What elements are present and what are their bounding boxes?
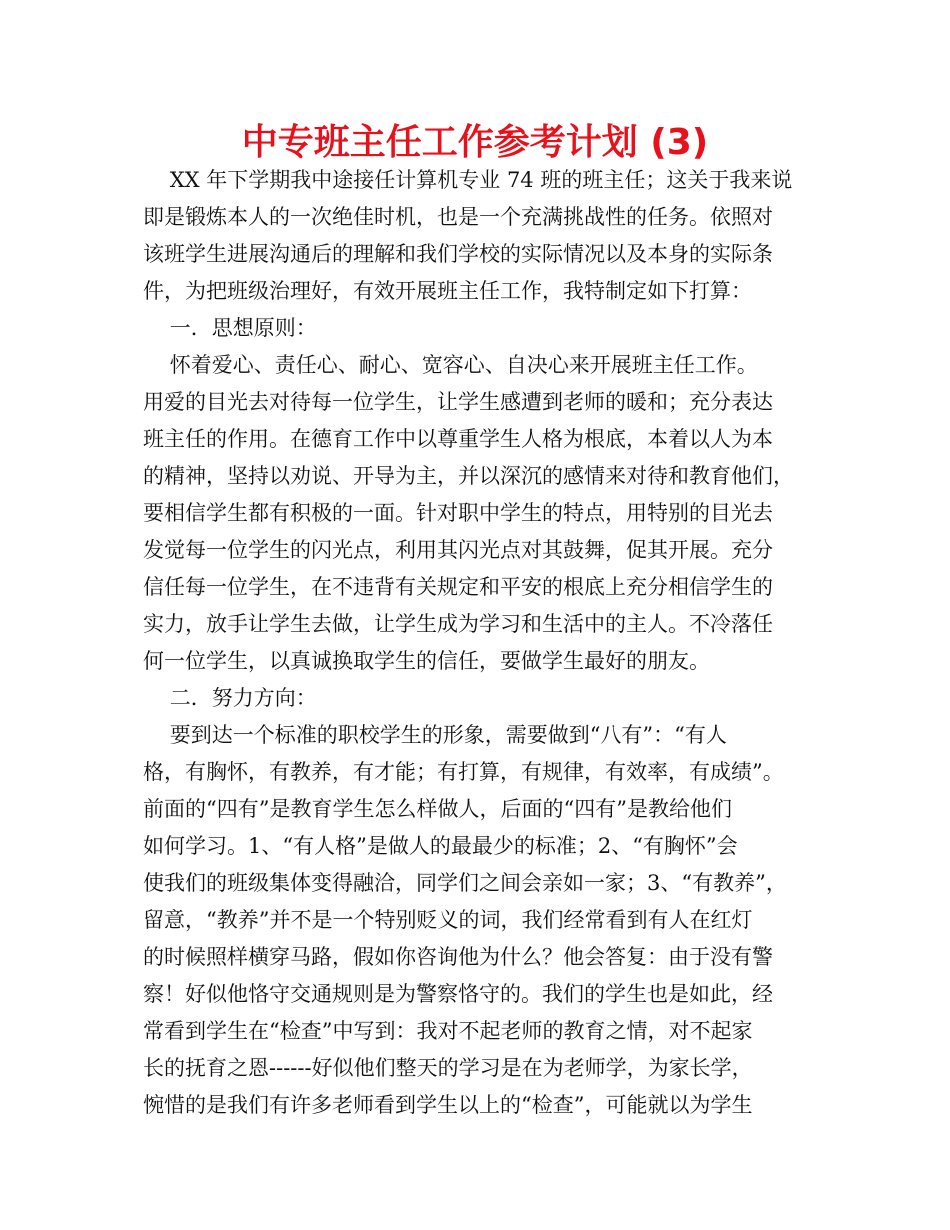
body-line: 实力，放手让学生去做，让学生成为学习和生活中的主人。不冷落任	[143, 612, 773, 636]
body-line: 班主任的作用。在德育工作中以尊重学生人格为根底，本着以人为本	[143, 427, 773, 451]
body-line: 怀着爱心、责任心、耐心、宽容心、自决心来开展班主任工作。	[143, 353, 758, 377]
body-line: XX 年下学期我中途接任计算机专业 74 班的班主任；这关于我来说	[143, 168, 793, 192]
document-title: 中专班主任工作参考计划 (3)	[241, 122, 709, 163]
body-line: 要到达一个标准的职校学生的形象，需要做到“八有”：“有人	[143, 723, 727, 747]
section-heading-1: 一．思想原则：	[143, 316, 317, 340]
body-line: 察！好似他恪守交通规则是为警察恪守的。我们的学生也是如此，经	[143, 982, 773, 1006]
body-line: 格，有胸怀，有教养，有才能；有打算，有规律，有效率，有成绩”。	[143, 760, 784, 784]
body-line: 的时候照样横穿马路，假如你咨询他为什么？他会答复：由于没有警	[143, 945, 773, 969]
section-heading-2: 二．努力方向：	[143, 686, 317, 710]
body-line: 该班学生进展沟通后的理解和我们学校的实际情况以及本身的实际条	[143, 242, 773, 266]
body-line: 长的抚育之恩------好似他们整天的学习是在为老师学，为家长学，	[143, 1056, 753, 1080]
body-line: 信任每一位学生，在不违背有关规定和平安的根底上充分相信学生的	[143, 575, 773, 599]
body-line: 前面的“四有”是教育学生怎么样做人，后面的“四有”是教给他们	[143, 797, 732, 821]
document-body	[143, 162, 815, 1124]
body-line: 的精神，坚持以劝说、开导为主，并以深沉的感情来对待和教育他们，	[143, 464, 794, 488]
body-line: 即是锻炼本人的一次绝佳时机，也是一个充满挑战性的任务。依照对	[143, 205, 773, 229]
body-line: 如何学习。1、“有人格”是做人的最最少的标准；2、“有胸怀”会	[143, 834, 738, 858]
body-line: 惋惜的是我们有许多老师看到学生以上的“检查”，可能就以为学生	[143, 1093, 753, 1117]
body-line: 留意，“教养”并不是一个特别贬义的词，我们经常看到有人在红灯	[143, 908, 753, 932]
body-line: 要相信学生都有积极的一面。针对职中学生的特点，用特别的目光去	[143, 501, 773, 525]
body-line: 发觉每一位学生的闪光点，利用其闪光点对其鼓舞，促其开展。充分	[143, 538, 773, 562]
body-line: 用爱的目光去对待每一位学生，让学生感遭到老师的暖和；充分表达	[143, 390, 773, 414]
body-line: 使我们的班级集体变得融洽，同学们之间会亲如一家；3、“有教养”，	[143, 871, 787, 895]
body-line: 件，为把班级治理好，有效开展班主任工作，我特制定如下打算：	[143, 279, 752, 303]
body-line: 常看到学生在“检查”中写到：我对不起老师的教育之情，对不起家	[143, 1019, 753, 1043]
body-line: 何一位学生，以真诚换取学生的信任，要做学生最好的朋友。	[143, 649, 710, 673]
